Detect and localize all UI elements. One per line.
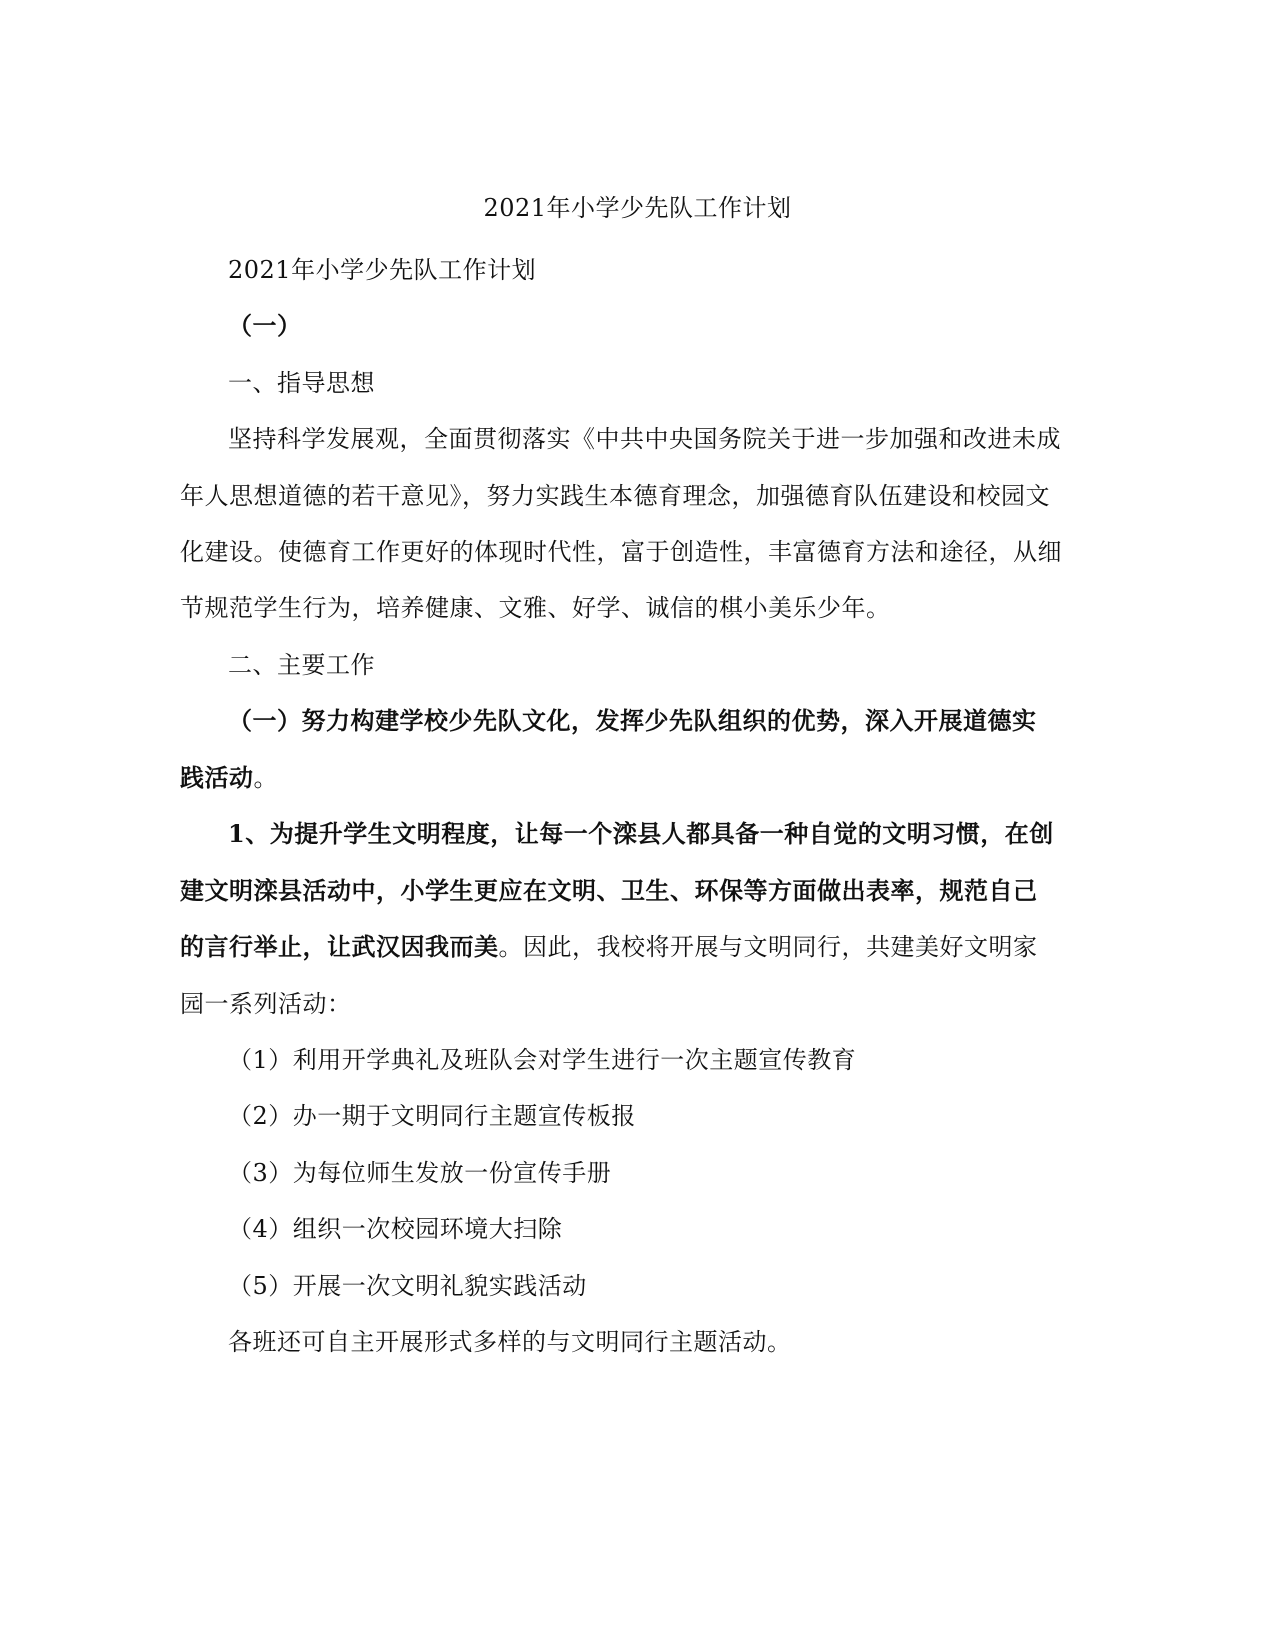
item1-line (180, 932, 1038, 962)
subsection1-heading-bold: 践活动 (180, 763, 254, 792)
item1-line: 园一系列活动： (180, 990, 352, 1018)
activity-item: （2）办一期于文明同行主题宣传板报 (228, 1102, 636, 1130)
section1-paragraph-line: 化建设。使德育工作更好的体现时代性，富于创造性，丰富德育方法和途径，从细 (180, 538, 1062, 566)
subsection1-heading-end: 。 (253, 764, 278, 792)
subsection1-heading-line (180, 763, 278, 793)
section1-paragraph-line: 坚持科学发展观，全面贯彻落实《中共中央国务院关于进一步加强和改进未成 (228, 425, 1061, 453)
closing-line: 各班还可自主开展形式多样的与文明同行主题活动。 (228, 1328, 792, 1356)
item1-rest: 。因此，我校将开展与文明同行，共建美好文明家 (498, 933, 1038, 961)
part-marker: （一） (228, 311, 302, 340)
item1-line: 1、为提升学生文明程度，让每一个滦县人都具备一种自觉的文明习惯，在创 (228, 819, 1054, 848)
section1-heading: 一、指导思想 (228, 369, 375, 397)
section2-heading: 二、主要工作 (228, 651, 375, 679)
subsection1-heading-line: （一）努力构建学校少先队文化，发挥少先队组织的优势，深入开展道德实 (228, 706, 1037, 735)
item1-bold-end: 的言行举止，让武汉因我而美 (180, 932, 499, 961)
activity-item: （1）利用开学典礼及班队会对学生进行一次主题宣传教育 (228, 1046, 857, 1074)
document-subtitle: 2021年小学少先队工作计划 (228, 256, 537, 284)
item1-line: 建文明滦县活动中，小学生更应在文明、卫生、环保等方面做出表率，规范自己 (180, 876, 1038, 905)
activity-item: （3）为每位师生发放一份宣传手册 (228, 1159, 612, 1187)
section1-paragraph-line: 节规范学生行为，培养健康、文雅、好学、诚信的棋小美乐少年。 (180, 594, 891, 622)
section1-paragraph-line: 年人思想道德的若干意见》，努力实践生本德育理念，加强德育队伍建设和校园文 (180, 482, 1050, 510)
document-title: 2021年小学少先队工作计划 (483, 194, 792, 222)
activity-item: （5）开展一次文明礼貌实践活动 (228, 1272, 587, 1300)
activity-item: （4）组织一次校园环境大扫除 (228, 1215, 563, 1243)
